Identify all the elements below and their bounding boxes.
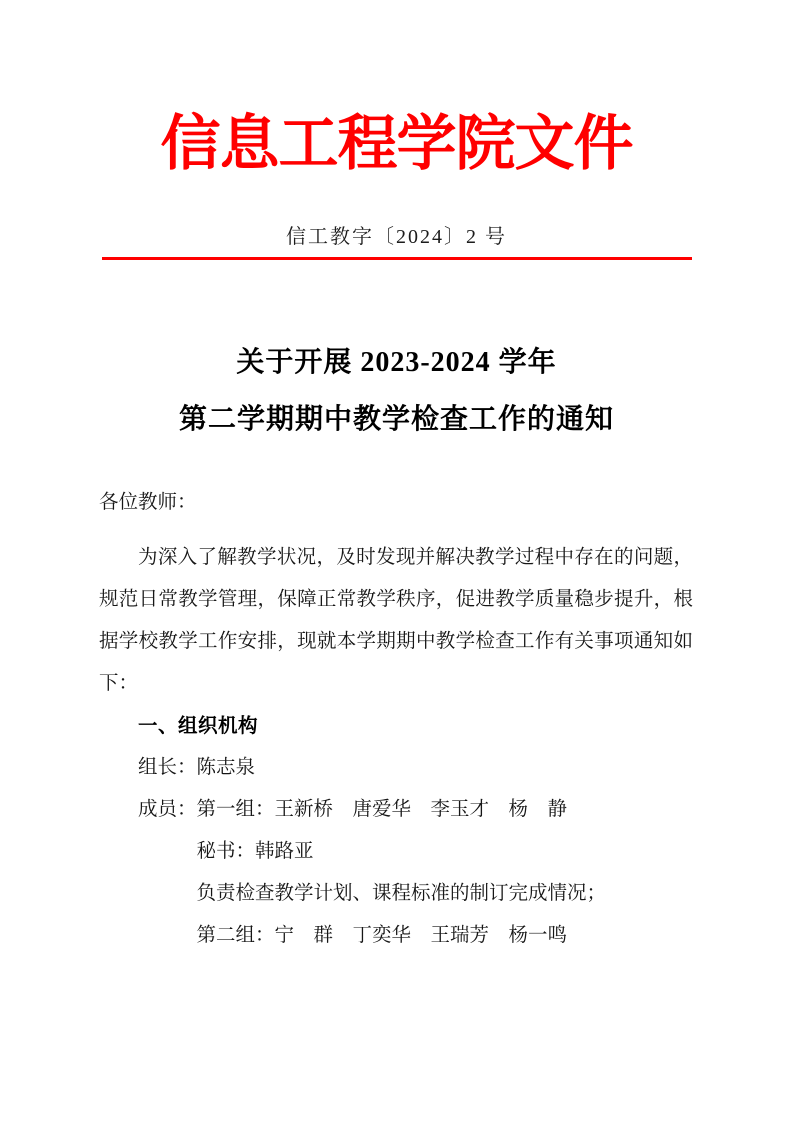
line-group-leader: 组长：陈志泉 xyxy=(138,757,256,778)
section-heading-organization: 一、组织机构 xyxy=(138,715,259,737)
line-group1-duty: 负责检查教学计划、课程标准的制订完成情况； xyxy=(196,883,607,904)
salutation: 各位教师： xyxy=(99,492,197,513)
red-divider-line xyxy=(102,257,692,260)
line-secretary-group1: 秘书：韩路亚 xyxy=(196,841,314,862)
document-body xyxy=(99,482,693,957)
line-members-group2: 第二组：宁 群 丁奕华 王瑞芳 杨一鸣 xyxy=(196,925,568,946)
institution-title: 信息工程学院文件 xyxy=(160,111,633,177)
intro-paragraph: 为深入了解教学状况，及时发现并解决教学过程中存在的问题，规范日常教学管理，保障正常教学秩序，促进教学质量稳步提升，根据学校教学工作安排，现就本学期期中教学检查工作有关事项通知如下： xyxy=(99,547,693,694)
notice-title-line-2: 第二学期期中教学检查工作的通知 xyxy=(178,404,614,435)
notice-title-line-1: 关于开展 2023-2024 学年 xyxy=(236,347,557,378)
notice-title-block xyxy=(0,334,793,448)
line-members-group1: 成员：第一组：王新桥 唐爱华 李玉才 杨 静 xyxy=(138,799,568,820)
document-letterhead xyxy=(0,108,793,260)
document-number: 信工教字〔2024〕2 号 xyxy=(286,226,507,248)
